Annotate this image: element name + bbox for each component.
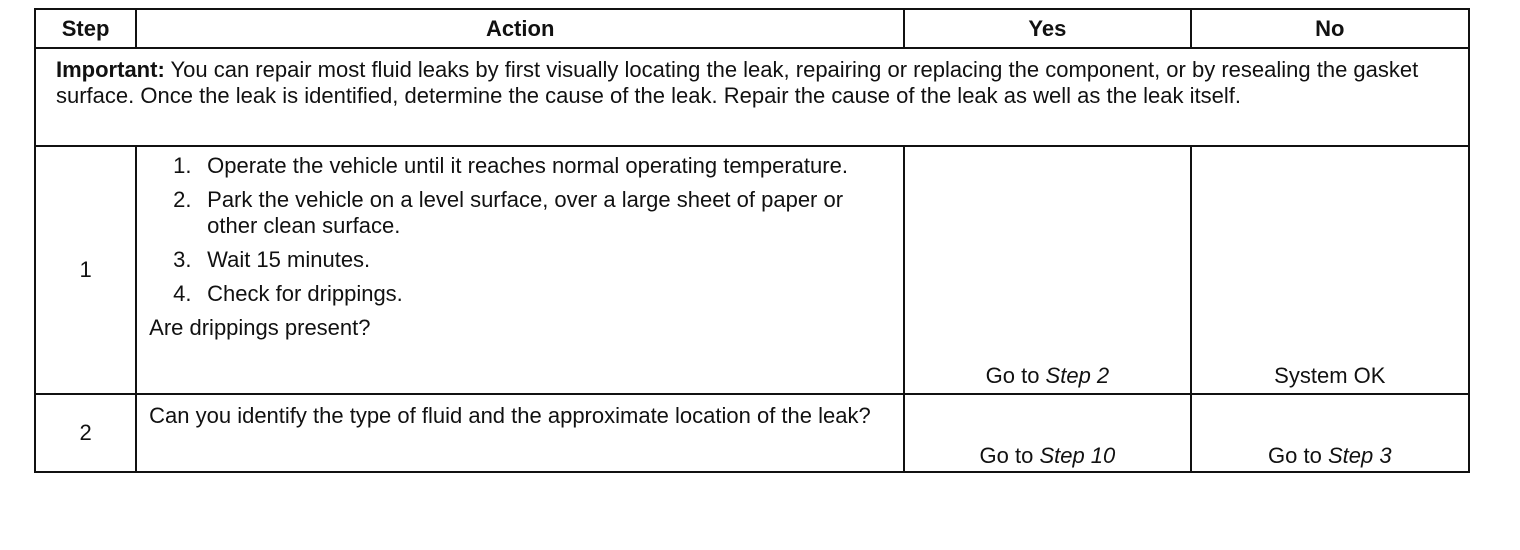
- substep-text: Check for drippings.: [207, 281, 403, 306]
- no-result: [1191, 394, 1469, 472]
- yes-step-reference: Step 10: [1039, 443, 1116, 468]
- diagnostic-table: [34, 8, 1470, 473]
- list-item: [149, 153, 893, 179]
- yes-step-reference: Step 2: [1045, 363, 1110, 388]
- list-item: [149, 281, 893, 307]
- step-number: 1: [35, 146, 136, 394]
- substep-text: Wait 15 minutes.: [207, 247, 371, 272]
- yes-prefix: Go to: [985, 363, 1046, 388]
- list-item: [149, 247, 893, 273]
- header-action: Action: [136, 9, 904, 48]
- action-question: Can you identify the type of fluid and the approximate location of the leak?: [149, 403, 871, 428]
- action-cell: [136, 394, 904, 472]
- yes-result: [904, 394, 1190, 472]
- action-cell: [136, 146, 904, 394]
- header-step: Step: [35, 9, 136, 48]
- substep-list: [149, 153, 893, 307]
- substep-number: 4.: [173, 281, 192, 306]
- table-row: [35, 394, 1469, 472]
- step-number: 2: [35, 394, 136, 472]
- substep-number: 3.: [173, 247, 192, 272]
- no-result: [1191, 146, 1469, 394]
- no-prefix: Go to: [1268, 443, 1328, 468]
- no-step-reference: Step 3: [1327, 443, 1392, 468]
- header-yes: Yes: [904, 9, 1190, 48]
- yes-prefix: Go to: [979, 443, 1040, 468]
- important-note: [35, 48, 1469, 146]
- header-no: No: [1191, 9, 1469, 48]
- substep-text: Operate the vehicle until it reaches normal operating temperature.: [207, 153, 848, 178]
- table-row: [35, 146, 1469, 394]
- substep-text: Park the vehicle on a level surface, over a large sheet of paper or other clean surface.: [207, 187, 844, 238]
- action-question: Are drippings present?: [149, 315, 371, 340]
- list-item: [149, 187, 893, 239]
- substep-number: 1.: [173, 153, 192, 178]
- important-text: You can repair most fluid leaks by first visually locating the leak, repairing or replacing the component, or by resealing the gasket surface. Once the leak is identified, determine the cause of the leak. Repair the cause of the leak as well as the leak itself.: [56, 57, 1419, 108]
- no-text: System OK: [1274, 363, 1386, 388]
- important-label: Important:: [56, 57, 165, 82]
- yes-result: [904, 146, 1190, 394]
- important-row: [35, 48, 1469, 146]
- substep-number: 2.: [173, 187, 192, 212]
- table-header-row: [35, 9, 1469, 48]
